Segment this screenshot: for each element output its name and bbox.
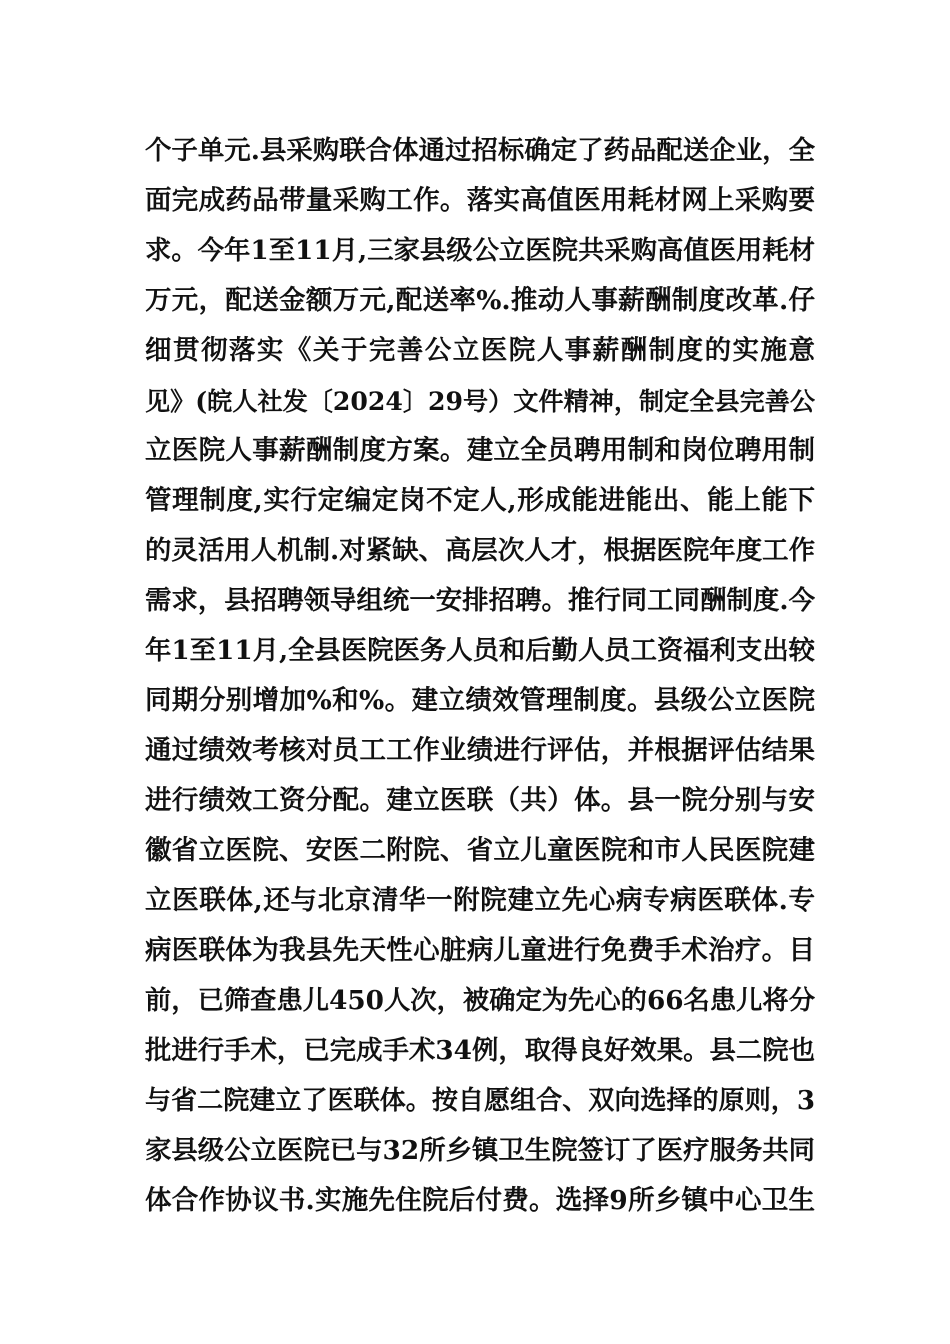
text-line: 年1至11月,全县医院医务人员和后勤人员工资福利支出较 (145, 635, 815, 666)
text-line: 进行绩效工资分配。建立医联（共）体。县一院分别与安 (145, 785, 815, 816)
text-line: 个子单元.县采购联合体通过招标确定了药品配送企业，全 (145, 135, 815, 166)
text-line: 需求，县招聘领导组统一安排招聘。推行同工同酬制度.今 (145, 585, 815, 616)
text-line: 病医联体为我县先天性心脏病儿童进行免费手术治疗。目 (145, 935, 815, 966)
text-line: 家县级公立医院已与32所乡镇卫生院签订了医疗服务共同 (145, 1135, 815, 1166)
text-line: 徽省立医院、安医二附院、省立儿童医院和市人民医院建 (145, 835, 815, 866)
text-line: 前，已筛查患儿450人次，被确定为先心的66名患儿将分 (145, 985, 816, 1016)
text-line: 的灵活用人机制.对紧缺、高层次人才，根据医院年度工作 (145, 535, 815, 566)
text-line: 与省二院建立了医联体。按自愿组合、双向选择的原则，3 (145, 1086, 815, 1116)
text-line: 见》(皖人社发〔2024〕29号）文件精神，制定全县完善公 (145, 386, 815, 416)
text-line: 同期分别增加%和%。建立绩效管理制度。县级公立医院 (145, 685, 815, 716)
text-line: 万元，配送金额万元,配送率%.推动人事薪酬制度改革.仔 (145, 285, 815, 316)
text-line: 批进行手术，已完成手术34例，取得良好效果。县二院也 (145, 1035, 815, 1066)
text-line: 立医联体,还与北京清华一附院建立先心病专病医联体.专 (145, 885, 815, 916)
text-line: 管理制度,实行定编定岗不定人,形成能进能出、能上能下 (145, 485, 815, 516)
text-line: 立医院人事薪酬制度方案。建立全员聘用制和岗位聘用制 (145, 435, 815, 466)
text-line: 通过绩效考核对员工工作业绩进行评估，并根据评估结果 (145, 735, 815, 766)
text-line: 求。今年1至11月,三家县级公立医院共采购高值医用耗材 (145, 235, 815, 266)
body-text (145, 126, 815, 1226)
text-line: 细贯彻落实《关于完善公立医院人事薪酬制度的实施意 (145, 335, 815, 366)
text-line: 面完成药品带量采购工作。落实高值医用耗材网上采购要 (145, 185, 815, 216)
text-line: 体合作协议书.实施先住院后付费。选择9所乡镇中心卫生 (145, 1185, 815, 1216)
